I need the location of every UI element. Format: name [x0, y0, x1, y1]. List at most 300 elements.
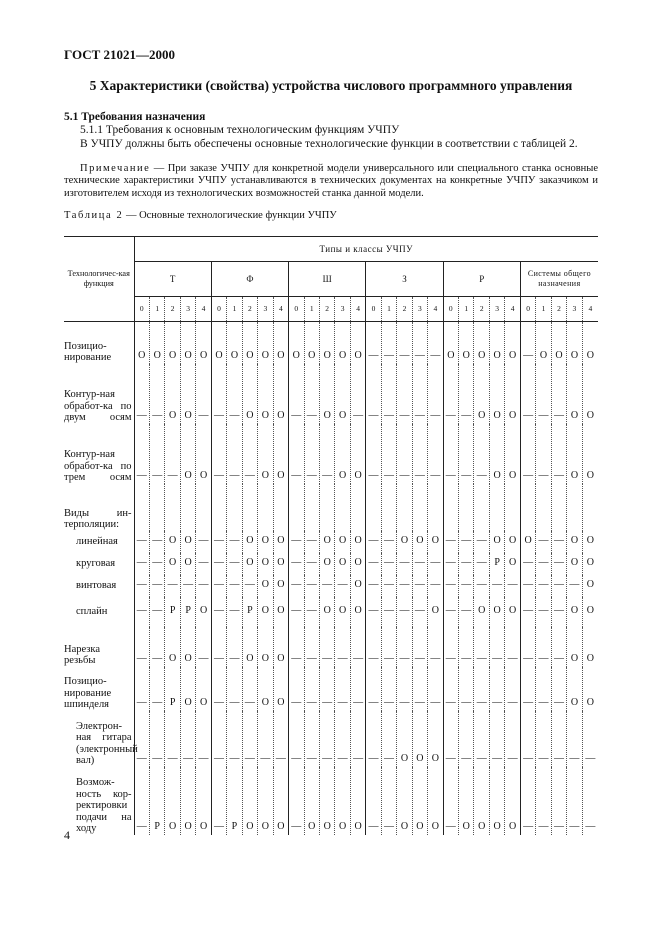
cell-value	[289, 484, 304, 531]
cell-value: Р	[227, 767, 242, 835]
cell-value: О	[397, 711, 412, 767]
cell-value: —	[273, 711, 288, 767]
cell-value: —	[536, 424, 551, 484]
cell-value: —	[567, 575, 582, 597]
cell-value: —	[505, 711, 520, 767]
cell-value: —	[136, 696, 147, 708]
cell-value: Р	[165, 667, 180, 711]
cell-value: О	[582, 322, 598, 364]
cell-value: О	[505, 364, 520, 424]
cell-value: О	[319, 767, 334, 835]
cell-value: —	[304, 553, 319, 575]
cell-value: —	[350, 627, 365, 667]
cell-value: —	[412, 322, 427, 364]
cell-value: Р	[149, 767, 164, 835]
cell-value: —	[505, 667, 520, 711]
cell-value: О	[165, 322, 180, 364]
cell-value: О	[489, 767, 504, 835]
cell-value: —	[227, 711, 242, 767]
cell-value: —	[319, 711, 334, 767]
cell-value: —	[489, 667, 504, 711]
cell-value: —	[289, 711, 304, 767]
cell-value: О	[397, 767, 412, 835]
table-row	[64, 484, 598, 531]
cell-value	[242, 484, 257, 531]
cell-value: —	[211, 364, 226, 424]
cell-value: —	[227, 667, 242, 711]
cell-value: —	[412, 667, 427, 711]
cell-value: О	[443, 322, 458, 364]
cell-value: —	[180, 711, 195, 767]
cell-value: —	[136, 752, 147, 764]
cell-value: —	[350, 667, 365, 711]
class-header: 0	[520, 297, 535, 322]
cell-value: —	[289, 597, 304, 627]
cell-value: Р	[180, 597, 195, 627]
cell-value: О	[180, 553, 195, 575]
cell-value: —	[520, 424, 535, 484]
cell-value: —	[443, 575, 458, 597]
cell-value	[149, 484, 164, 531]
cell-value: —	[412, 575, 427, 597]
cell-value: О	[319, 531, 334, 553]
cell-value: —	[211, 711, 226, 767]
cell-value: О	[567, 553, 582, 575]
cell-value: О	[505, 424, 520, 484]
class-header: 0	[134, 297, 149, 322]
cell-value: —	[319, 575, 334, 597]
cell-value: О	[412, 531, 427, 553]
cell-value: О	[258, 424, 273, 484]
cell-value: —	[551, 667, 566, 711]
cell-value	[412, 484, 427, 531]
cell-value: —	[227, 364, 242, 424]
cell-value: —	[149, 364, 164, 424]
cell-value: О	[428, 767, 443, 835]
cell-value: О	[582, 531, 598, 553]
cell-value: —	[149, 553, 164, 575]
cell-value: —	[196, 364, 211, 424]
cell-value: О	[582, 667, 598, 711]
cell-value: —	[289, 364, 304, 424]
table-caption	[64, 210, 337, 221]
cell-value: О	[582, 364, 598, 424]
cell-value: О	[258, 767, 273, 835]
cell-value: —	[289, 553, 304, 575]
cell-value: —	[459, 711, 474, 767]
cell-value	[536, 484, 551, 531]
cell-value: О	[536, 322, 551, 364]
cell-value	[567, 484, 582, 531]
cell-value: —	[459, 424, 474, 484]
cell-value: О	[350, 575, 365, 597]
cell-value: —	[536, 711, 551, 767]
clause-5-1-1: 5.1.1 Требования к основным технологическим функциям УЧПУ	[80, 124, 400, 136]
cell-value: —	[242, 424, 257, 484]
table-caption-label: Таблица 2	[64, 210, 124, 221]
cell-value: —	[459, 597, 474, 627]
cell-value	[443, 484, 458, 531]
cell-value: —	[136, 820, 147, 832]
section-title: 5 Характеристики (свойства) устройства числового программного управления	[89, 78, 573, 93]
cell-value: —	[551, 627, 566, 667]
cell-value: О	[335, 767, 350, 835]
cell-value: О	[180, 364, 195, 424]
cell-value: О	[211, 322, 226, 364]
cell-value: О	[196, 667, 211, 711]
cell-value: О	[335, 597, 350, 627]
cell-value: О	[165, 553, 180, 575]
cell-value: О	[459, 767, 474, 835]
cell-value: О	[149, 322, 164, 364]
cell-value: О	[412, 711, 427, 767]
cell-value: —	[242, 575, 257, 597]
stub-header: Технологичес-кая функция	[64, 237, 134, 322]
table-caption-text: — Основные технологические функции УЧПУ	[123, 210, 337, 221]
cell-value	[489, 484, 504, 531]
cell-value: —	[366, 667, 381, 711]
class-header: 4	[273, 297, 288, 322]
class-header: 2	[551, 297, 566, 322]
cell-value: —	[366, 364, 381, 424]
cell-value: О	[335, 531, 350, 553]
function-label: Позицио-нирование шпинделя	[64, 667, 134, 711]
class-header: 0	[211, 297, 226, 322]
cell-value: О	[319, 597, 334, 627]
cell-value: —	[582, 767, 598, 835]
cell-value	[505, 484, 520, 531]
cell-value: —	[443, 597, 458, 627]
cell-value: —	[520, 767, 535, 835]
cell-value: О	[304, 767, 319, 835]
cell-value: О	[489, 364, 504, 424]
cell-value: О	[567, 597, 582, 627]
cell-value	[273, 484, 288, 531]
function-label: Виды ин-терполяции:	[64, 484, 134, 531]
cell-value: О	[489, 531, 504, 553]
cell-value: —	[551, 575, 566, 597]
cell-value: О	[505, 322, 520, 364]
cell-value	[397, 484, 412, 531]
class-header: 1	[149, 297, 164, 322]
cell-value: О	[350, 531, 365, 553]
cell-value: О	[258, 575, 273, 597]
cell-value: О	[180, 531, 195, 553]
cell-value: —	[366, 711, 381, 767]
cell-value: —	[227, 575, 242, 597]
cell-value: О	[242, 627, 257, 667]
function-label: линейная	[64, 531, 134, 553]
cell-value: —	[397, 667, 412, 711]
cell-value	[227, 484, 242, 531]
cell-value: О	[273, 667, 288, 711]
cell-value: —	[136, 652, 147, 664]
cell-value: —	[536, 531, 551, 553]
cell-value: О	[335, 424, 350, 484]
cell-value: Р	[489, 553, 504, 575]
function-label: Контур-ная обработ-ка по трем осям	[64, 424, 134, 484]
cell-value: —	[459, 627, 474, 667]
cell-value: —	[381, 711, 396, 767]
table-row	[64, 424, 598, 484]
cell-value: О	[474, 767, 489, 835]
cell-value: —	[474, 667, 489, 711]
cell-value: —	[489, 627, 504, 667]
cell-value: —	[149, 597, 164, 627]
cell-value: —	[366, 531, 381, 553]
cell-value: —	[136, 534, 147, 546]
function-label: Контур-ная обработ-ка по двум осям	[64, 364, 134, 424]
cell-value: —	[520, 575, 535, 597]
cell-value: —	[350, 711, 365, 767]
group-header: Т	[134, 262, 211, 297]
function-label: Нарезка резьбы	[64, 627, 134, 667]
cell-value	[196, 484, 211, 531]
cell-value: —	[381, 667, 396, 711]
cell-value: О	[273, 575, 288, 597]
cell-value: —	[443, 531, 458, 553]
function-label: сплайн	[64, 597, 134, 627]
cell-value: —	[443, 627, 458, 667]
cell-value	[520, 484, 535, 531]
cell-value: О	[551, 322, 566, 364]
note-label: Примечание	[80, 163, 151, 174]
cell-value: —	[335, 711, 350, 767]
cell-value: О	[258, 322, 273, 364]
cell-value: О	[319, 322, 334, 364]
subsection-title: 5.1 Требования назначения	[64, 111, 206, 123]
class-header: 1	[536, 297, 551, 322]
cell-value: —	[381, 424, 396, 484]
cell-value: —	[196, 553, 211, 575]
cell-value: О	[165, 531, 180, 553]
cell-value	[350, 484, 365, 531]
cell-value: —	[366, 627, 381, 667]
cell-value: —	[211, 597, 226, 627]
cell-value: —	[474, 553, 489, 575]
cell-value: О	[474, 322, 489, 364]
group-header: Ш	[289, 262, 366, 297]
cell-value: О	[489, 597, 504, 627]
cell-value: —	[381, 627, 396, 667]
group-header: З	[366, 262, 443, 297]
cell-value: —	[474, 627, 489, 667]
cell-value: О	[180, 322, 195, 364]
cell-value: О	[242, 364, 257, 424]
cell-value: О	[196, 424, 211, 484]
cell-value: О	[242, 767, 257, 835]
cell-value: О	[567, 364, 582, 424]
function-label: Позицио-нирование	[64, 322, 134, 364]
cell-value: —	[289, 424, 304, 484]
cell-value: —	[149, 711, 164, 767]
class-header: 3	[335, 297, 350, 322]
group-header: Системы общего назначения	[520, 262, 598, 297]
cell-value: —	[211, 575, 226, 597]
cell-value: —	[567, 711, 582, 767]
table-row	[64, 364, 598, 424]
cell-value: —	[136, 469, 147, 481]
cell-value: О	[273, 531, 288, 553]
group-header: Ф	[211, 262, 288, 297]
cell-value: —	[474, 711, 489, 767]
cell-value: —	[536, 667, 551, 711]
cell-value: —	[319, 667, 334, 711]
class-header: 3	[412, 297, 427, 322]
cell-value	[366, 484, 381, 531]
cell-value: —	[149, 667, 164, 711]
cell-value: О	[196, 597, 211, 627]
cell-value: —	[489, 575, 504, 597]
cell-value: —	[211, 627, 226, 667]
cell-value: —	[242, 667, 257, 711]
cell-value: О	[273, 424, 288, 484]
cell-value: О	[567, 627, 582, 667]
cell-value: —	[520, 322, 535, 364]
cell-value: О	[304, 322, 319, 364]
cell-value: —	[289, 627, 304, 667]
cell-value	[381, 484, 396, 531]
cell-value: —	[227, 597, 242, 627]
table-row	[64, 322, 598, 364]
cell-value: О	[582, 627, 598, 667]
cell-value: О	[567, 322, 582, 364]
cell-value: О	[350, 322, 365, 364]
cell-value: —	[551, 553, 566, 575]
cell-value: —	[227, 424, 242, 484]
cell-value: О	[242, 322, 257, 364]
cell-value: О	[196, 767, 211, 835]
class-header: 4	[428, 297, 443, 322]
cell-value: О	[428, 711, 443, 767]
cell-value: —	[381, 597, 396, 627]
cell-value: Р	[165, 597, 180, 627]
cell-value: —	[381, 767, 396, 835]
class-header: 0	[443, 297, 458, 322]
cell-value: —	[366, 322, 381, 364]
cell-value	[180, 484, 195, 531]
cell-value: —	[520, 627, 535, 667]
cell-value: —	[350, 364, 365, 424]
table-row	[64, 531, 598, 553]
cell-value: —	[489, 711, 504, 767]
cell-value: —	[289, 667, 304, 711]
cell-value: —	[366, 553, 381, 575]
cell-value: —	[366, 424, 381, 484]
class-header: 4	[350, 297, 365, 322]
cell-value: О	[412, 767, 427, 835]
cell-value: О	[505, 767, 520, 835]
cell-value: О	[273, 364, 288, 424]
cell-value: —	[227, 531, 242, 553]
cell-value: —	[211, 531, 226, 553]
cell-value: О	[505, 531, 520, 553]
table-row	[64, 767, 598, 835]
cell-value: —	[165, 711, 180, 767]
cell-value: О	[567, 667, 582, 711]
cell-value: О	[258, 627, 273, 667]
cell-value: —	[536, 575, 551, 597]
cell-value: —	[551, 597, 566, 627]
cell-value: —	[211, 553, 226, 575]
cell-value: —	[289, 575, 304, 597]
cell-value: —	[397, 322, 412, 364]
cell-value: —	[428, 553, 443, 575]
cell-value: —	[304, 424, 319, 484]
cell-value: О	[273, 597, 288, 627]
cell-value	[258, 484, 273, 531]
cell-value: —	[536, 364, 551, 424]
cell-value: О	[428, 597, 443, 627]
page-number: 4	[64, 828, 70, 842]
cell-value: —	[366, 575, 381, 597]
cell-value: —	[428, 364, 443, 424]
cell-value: О	[319, 553, 334, 575]
cell-value: —	[412, 364, 427, 424]
cell-value: —	[428, 424, 443, 484]
cell-value: О	[505, 553, 520, 575]
function-label: винтовая	[64, 575, 134, 597]
cell-value: —	[459, 364, 474, 424]
cell-value: —	[397, 575, 412, 597]
cell-value: —	[536, 597, 551, 627]
cell-value: —	[227, 553, 242, 575]
cell-value: —	[536, 627, 551, 667]
cell-value: Р	[242, 597, 257, 627]
class-header: 1	[381, 297, 396, 322]
cell-value: —	[459, 667, 474, 711]
class-header: 0	[366, 297, 381, 322]
cell-value	[134, 484, 149, 531]
cell-value: О	[350, 553, 365, 575]
group-header: Р	[443, 262, 520, 297]
cell-value: О	[582, 597, 598, 627]
cell-value: —	[443, 711, 458, 767]
cell-value: —	[551, 711, 566, 767]
cell-value: —	[397, 553, 412, 575]
cell-value: —	[567, 767, 582, 835]
cell-value: О	[335, 553, 350, 575]
table-row	[64, 553, 598, 575]
cell-value: —	[443, 667, 458, 711]
cell-value: —	[211, 424, 226, 484]
cell-value: —	[196, 627, 211, 667]
cell-value	[319, 484, 334, 531]
cell-value: О	[258, 364, 273, 424]
cell-value: —	[459, 575, 474, 597]
cell-value: О	[335, 364, 350, 424]
function-label: Электрон-ная гитара (электронный вал)	[64, 711, 134, 767]
cell-value: —	[165, 575, 180, 597]
class-header: 3	[180, 297, 195, 322]
cell-value: —	[211, 667, 226, 711]
cell-value: —	[149, 424, 164, 484]
cell-value: —	[136, 556, 147, 568]
cell-value	[474, 484, 489, 531]
requirement-paragraph: В УЧПУ должны быть обеспечены основные технологические функции в соответствии с таблицей 2.	[80, 138, 578, 150]
cell-value: —	[258, 711, 273, 767]
cell-value: О	[180, 424, 195, 484]
class-header: 1	[227, 297, 242, 322]
cell-value: —	[474, 575, 489, 597]
cell-value: О	[242, 553, 257, 575]
cell-value: О	[180, 667, 195, 711]
cell-value: —	[459, 531, 474, 553]
types-classes-header: Типы и классы УЧПУ	[134, 237, 598, 262]
cell-value: —	[428, 667, 443, 711]
class-header: 1	[459, 297, 474, 322]
cell-value: О	[273, 322, 288, 364]
